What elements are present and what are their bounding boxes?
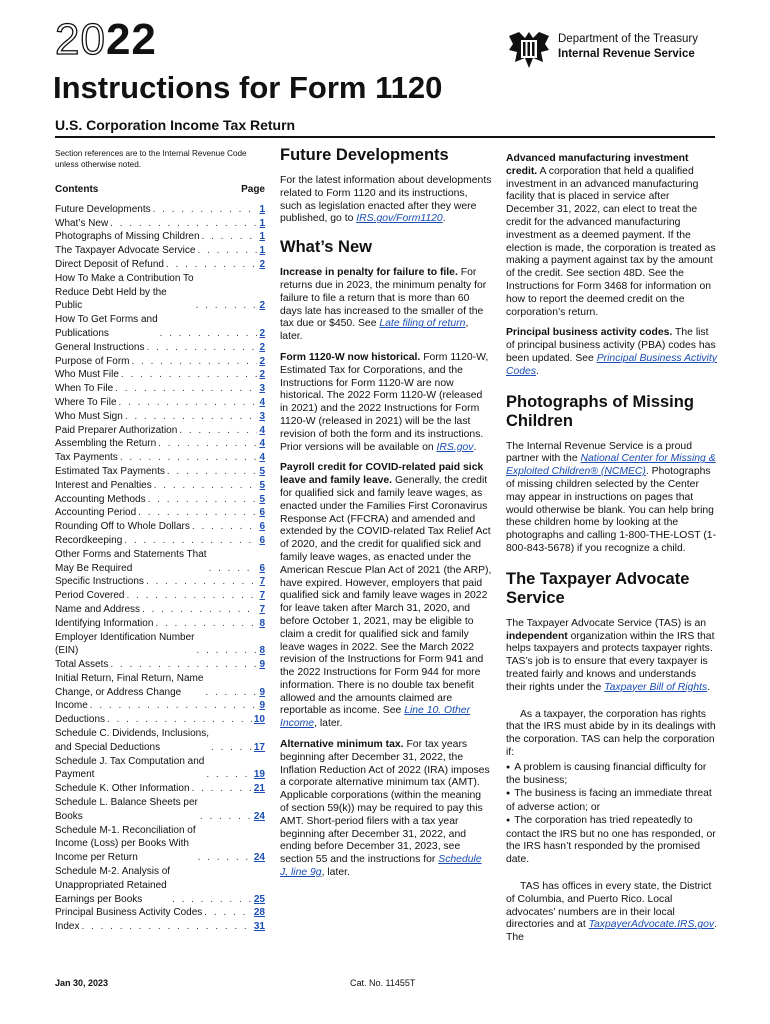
toc-page-link[interactable]: 5 (259, 479, 265, 491)
toc-leader-dots (197, 244, 257, 258)
toc-page-link[interactable]: 9 (259, 686, 265, 698)
paragraph-future: For the latest information about developments related to Form 1120 and its instructions, such as legislation enacted after they were published, go to IRS.gov/Form1120. (280, 175, 492, 225)
toc-leader-dots (205, 686, 257, 700)
toc-leader-dots (172, 893, 252, 907)
page-subtitle: U.S. Corporation Income Tax Return (55, 117, 296, 133)
toc-entry-label: Who Must Sign (55, 410, 123, 422)
heading-whats-new: What’s New (280, 238, 372, 257)
toc-leader-dots (142, 603, 257, 617)
toc-leader-dots (192, 520, 258, 534)
toc-page-link[interactable]: 1 (259, 231, 265, 243)
toc-entry-label: Total Assets (55, 659, 109, 671)
toc-page-link[interactable]: 1 (259, 245, 265, 257)
toc-leader-dots (211, 741, 252, 755)
paragraph-pba-codes: Principal business activity codes. The list of principal business activity (PBA) codes has been updated. See Principal Business Activity Codes. (506, 327, 718, 377)
toc-leader-dots (138, 506, 257, 520)
toc-page-link[interactable]: 31 (253, 921, 265, 933)
paragraph-penalty: Increase in penalty for failure to file. For returns due in 2023, the minimum penalty for failure to file a return that is more than 60 days late has increased to the smaller of the tax due or $450. See Late filing of return, later. (280, 267, 487, 343)
tax-year: 2022 (55, 15, 157, 64)
toc-page-link[interactable]: 1 (259, 203, 265, 215)
toc-list (55, 203, 265, 934)
header-divider (55, 136, 715, 138)
toc-leader-dots (126, 589, 257, 603)
toc-leader-dots (179, 424, 257, 438)
toc-entry[interactable] (55, 520, 265, 534)
toc-leader-dots (200, 810, 252, 824)
toc-entry[interactable] (55, 906, 265, 920)
paragraph-amt: Alternative minimum tax. For tax years beginning after December 31, 2022, the Inflation Reduction Act of 2022 (IRA) imposes a corporate alternative minimum tax (AMT). Applicable corporations (within the meaning of section 59(k)) may be required to pay this AMT. Short-period filers with a tax year beginning after December 31, 2022, and ending before December 31, 2023, see section 55 and the instructions for Schedule J, line 9g, later. (280, 739, 490, 879)
toc-entry[interactable] (55, 589, 265, 603)
toc-entry[interactable] (55, 672, 265, 700)
link-taxpayer-bill-of-rights[interactable]: Taxpayer Bill of Rights (604, 681, 708, 693)
toc-page-link[interactable]: 2 (259, 341, 265, 353)
toc-entry-label: Estimated Tax Payments (55, 465, 165, 477)
page-title: Instructions for Form 1120 (53, 70, 443, 105)
toc-page-link[interactable]: 9 (259, 659, 265, 671)
toc-leader-dots (107, 713, 252, 727)
toc-entry-label: Principal Business Activity Codes (55, 907, 203, 919)
toc-entry-label: Photographs of Missing Children (55, 231, 200, 243)
toc-leader-dots (204, 906, 252, 920)
toc-leader-dots (90, 699, 258, 713)
toc-leader-dots (192, 782, 252, 796)
toc-entry-label: General Instructions (55, 341, 145, 353)
toc-entry-label: Deductions (55, 714, 106, 726)
toc-leader-dots (206, 768, 252, 782)
toc-entry-label: Schedule M-1. Reconciliation of Income (Loss) per Books With Income per Return (55, 824, 196, 864)
toc-entry[interactable] (55, 617, 265, 631)
toc-entry[interactable] (55, 355, 265, 369)
link-other-income[interactable]: Line 10. Other Income (280, 705, 471, 730)
toc-page-link[interactable]: 6 (259, 521, 265, 533)
toc-entry-label: Specific Instructions (55, 576, 144, 588)
toc-entry-label: Schedule K. Other Information (55, 783, 190, 795)
toc-page-link[interactable]: 2 (259, 258, 265, 270)
toc-entry[interactable] (55, 575, 265, 589)
toc-entry[interactable] (55, 920, 265, 934)
paragraph-missing-children: The Internal Revenue Service is a proud partner with the National Center for Missing & Exploited Children® (NCMEC). Photographs of missing children selected by the Center may appear in instructions on pages that would otherwise be blank. You can help bring these children home by looking at the photographs and calling 1-800-THE-LOST (1-800-843-5678) if you recognize a child. (506, 440, 717, 554)
toc-leader-dots (115, 382, 257, 396)
toc-entry-label: Name and Address (55, 603, 141, 615)
toc-leader-dots (131, 355, 257, 369)
toc-page-link[interactable]: 4 (259, 452, 265, 464)
toc-page-link[interactable]: 4 (259, 396, 265, 408)
column-future-whatsnew (280, 146, 492, 888)
toc-entry-label: Future Developments (55, 203, 151, 215)
toc-entry[interactable] (55, 341, 265, 355)
toc-leader-dots (81, 920, 251, 934)
bullet-item: ● A problem is causing financial difficulty for the business; (506, 762, 718, 789)
toc-entry-label: Rounding Off to Whole Dollars (55, 521, 190, 533)
toc-entry-label: Recordkeeping (55, 534, 123, 546)
toc-entry-label: Identifying Information (55, 617, 154, 629)
paragraph-form-1120w: Form 1120-W now historical. Form 1120-W, Estimated Tax for Corporations, and the Instructions for Form 1120-W are now historical. The 2022 Form 1120-W (released in 2021) and the 2022 Instructions for Form 1120-W (released in 2021) will be the last revision of both the form and its instructions. Prior versions will be available on IRS.gov. (280, 351, 489, 453)
toc-entry-label: When To File (55, 383, 114, 395)
toc-entry[interactable] (55, 230, 265, 244)
link-taxpayer-advocate-site[interactable]: TaxpayerAdvocate.IRS.gov (588, 919, 715, 931)
toc-entry-label: Where To File (55, 396, 117, 408)
toc-page-link[interactable]: 3 (259, 383, 265, 395)
catalog-number: Cat. No. 11455T (350, 978, 416, 988)
toc-entry-label: Accounting Period (55, 507, 137, 519)
toc-entry[interactable] (55, 382, 265, 396)
toc-entry-label: Accounting Methods (55, 493, 146, 505)
toc-leader-dots (158, 437, 257, 451)
toc-page-link[interactable]: 7 (259, 576, 265, 588)
link-ncmec[interactable]: National Center for Missing & Exploited Children® (NCMEC) (506, 453, 716, 478)
paragraph-payroll-credit: Payroll credit for COVID-related paid sick leave and family leave. Generally, the credit for qualified sick and family leave wages, as enacted under the Families First Coronavirus Response Act (FFCRA) and amended and extended by the COVID-related Tax Relief Act of 2020, and the credit for qualified sick and family leave wages, as enacted under the American Rescue Plan Act of 2021 (the ARP), have expired. However, employers that paid qualified sick and family leave wages in 2022 for leave taken after March 31, 2020, and before October 1, 2021, may be eligible to claim a credit for qualified sick and family leave wages in 2022. See the March 2022 revision of the Instructions for Form 941 and the 2022 Instructions for Form 944 for more information. There is no double tax benefit allowed and the amounts claimed are reportable as income. See Line 10. Other Income, later. (280, 462, 492, 730)
toc-entry[interactable] (55, 824, 265, 865)
toc-entry[interactable] (55, 272, 265, 313)
toc-page-link[interactable]: 24 (253, 810, 265, 822)
toc-entry[interactable] (55, 244, 265, 258)
toc-leader-dots (121, 368, 258, 382)
toc-entry[interactable] (55, 479, 265, 493)
toc-page-link[interactable]: 28 (253, 907, 265, 919)
heading-future-developments: Future Developments (280, 146, 449, 164)
table-of-contents (55, 148, 265, 934)
heading-taxpayer-advocate: The Taxpayer Advocate Service (506, 569, 690, 607)
toc-entry[interactable] (55, 465, 265, 479)
toc-leader-dots (209, 562, 258, 576)
toc-leader-dots (154, 479, 258, 493)
toc-page-link[interactable]: 7 (259, 603, 265, 615)
toc-leader-dots (202, 230, 258, 244)
toc-entry-label: Who Must File (55, 369, 119, 381)
toc-leader-dots (196, 299, 258, 313)
toc-page-link[interactable]: 2 (259, 300, 265, 312)
toc-page-link[interactable]: 21 (253, 783, 265, 795)
toc-page-link[interactable]: 2 (259, 327, 265, 339)
toc-page-link[interactable]: 24 (253, 852, 265, 864)
toc-entry[interactable] (55, 451, 265, 465)
toc-entry-label: Purpose of Form (55, 355, 130, 367)
toc-entry-label: How To Get Forms and Publications (55, 314, 158, 339)
toc-entry-label: Schedule M-2. Analysis of Unappropriated Retained Earnings per Books (55, 866, 171, 905)
toc-page-link[interactable]: 6 (259, 507, 265, 519)
toc-page-link[interactable]: 6 (259, 534, 265, 546)
column-credits-tas (506, 153, 718, 953)
toc-entry-label: Schedule C. Dividends, Inclusions, and Special Deductions (55, 728, 209, 753)
toc-entry[interactable] (55, 368, 265, 382)
toc-entry[interactable] (55, 258, 265, 272)
toc-entry[interactable] (55, 424, 265, 438)
toc-page-link[interactable]: 17 (253, 741, 265, 753)
toc-page-link[interactable]: 8 (259, 617, 265, 629)
toc-entry[interactable] (55, 534, 265, 548)
toc-page-link[interactable]: 2 (259, 369, 265, 381)
toc-page-link[interactable]: 9 (259, 700, 265, 712)
irs-eagle-logo-icon (505, 28, 553, 72)
toc-leader-dots (124, 534, 257, 548)
toc-entry-label: Initial Return, Final Return, Name Change, or Address Change (55, 672, 204, 698)
toc-page-link[interactable]: 6 (259, 562, 265, 574)
toc-page-link[interactable]: 7 (259, 590, 265, 602)
bullet-item: ● The business is facing an immediate threat of adverse action; or (506, 788, 718, 815)
paragraph-tas-intro: The Taxpayer Advocate Service (TAS) is an independent organization within the IRS that helps taxpayers and protects taxpayer rights. TAS’s job is to ensure that every taxpayer is treated fairly and knows and understands their rights under the Taxpayer Bill of Rights. (506, 617, 715, 693)
toc-entry[interactable] (55, 217, 265, 231)
link-pba-codes[interactable]: Principal Business Activity Codes (506, 352, 718, 377)
link-late-filing[interactable]: Late filing of return (379, 318, 466, 330)
toc-entry[interactable] (55, 755, 265, 783)
toc-header: Contents Page (55, 184, 265, 195)
toc-entry[interactable] (55, 865, 265, 906)
toc-page-link[interactable]: 4 (259, 424, 265, 436)
toc-leader-dots (147, 341, 258, 355)
toc-entry[interactable] (55, 631, 265, 659)
toc-leader-dots (110, 217, 257, 231)
paragraph-advanced-manufacturing: Advanced manufacturing investment credit. A corporation that held a qualified investment in an advanced manufacturing facility that is placed in service after December 31, 2022, can elect to treat the credit for the advanced manufacturing investment as a deemed payment. If the election is made, the corporation is treated as making a payment against tax by the amount of the credit. See section 48D. See the Instructions for Form 3468 for information on how to report the deemed credit on the corporation’s return. (506, 153, 716, 318)
toc-page-link[interactable]: 8 (259, 645, 265, 657)
paragraph-tas-offices: TAS has offices in every state, the District of Columbia, and Puerto Rico. Local advocates’ numbers are in their local directories and at TaxpayerAdvocate.IRS.gov. The (506, 881, 718, 944)
link-irs-form1120[interactable]: IRS.gov/Form1120 (356, 213, 443, 225)
toc-entry-label: Schedule L. Balance Sheets per Books (55, 797, 198, 822)
toc-entry[interactable] (55, 313, 265, 341)
toc-entry-label: Tax Payments (55, 452, 118, 464)
toc-page-link[interactable]: 4 (259, 438, 265, 450)
publication-date: Jan 30, 2023 (55, 978, 109, 988)
toc-entry[interactable] (55, 713, 265, 727)
toc-leader-dots (166, 258, 257, 272)
toc-leader-dots (148, 493, 258, 507)
toc-entry-label: The Taxpayer Advocate Service (55, 245, 196, 257)
toc-page-link[interactable]: 2 (259, 355, 265, 367)
bullet-item: ● The corporation has tried repeatedly to contact the IRS but no one has responded, or the IRS hasn’t responded by the promised date. (506, 815, 718, 867)
toc-entry[interactable] (55, 410, 265, 424)
toc-leader-dots (155, 617, 257, 631)
toc-page-link[interactable]: 3 (259, 410, 265, 422)
toc-entry[interactable] (55, 493, 265, 507)
toc-page-link[interactable]: 19 (253, 769, 265, 781)
toc-page-link[interactable]: 25 (253, 893, 265, 905)
toc-entry-label: Assembling the Return (55, 438, 157, 450)
toc-leader-dots (153, 203, 258, 217)
toc-entry-label: Interest and Penalties (55, 479, 152, 491)
toc-entry[interactable] (55, 727, 265, 755)
toc-leader-dots (125, 410, 258, 424)
toc-leader-dots (146, 575, 258, 589)
toc-page-link[interactable]: 10 (253, 714, 265, 726)
toc-leader-dots (120, 451, 258, 465)
toc-leader-dots (198, 851, 252, 865)
toc-entry-label: What’s New (55, 217, 109, 229)
paragraph-tas-rights: As a taxpayer, the corporation has rights that the IRS must abide by in its dealings with the corporation. TAS can help the corporation if: (506, 708, 716, 758)
toc-leader-dots (110, 658, 257, 672)
toc-page-link[interactable]: 5 (259, 465, 265, 477)
section-reference-note: Section references are to the Internal Revenue Code unless otherwise noted. (55, 149, 247, 169)
toc-entry[interactable] (55, 437, 265, 451)
toc-page-link[interactable]: 5 (259, 493, 265, 505)
link-irs-gov[interactable]: IRS.gov (436, 441, 474, 453)
toc-entry-label: Direct Deposit of Refund (55, 258, 164, 270)
toc-leader-dots (167, 465, 258, 479)
toc-entry-label: Index (55, 921, 80, 933)
toc-entry[interactable] (55, 396, 265, 410)
toc-entry-label: How To Make a Contribution To Reduce Debt Held by the Public (55, 272, 194, 312)
toc-entry[interactable] (55, 699, 265, 713)
toc-leader-dots (197, 644, 258, 658)
toc-entry-label: Income (55, 700, 88, 712)
toc-entry-label: Schedule J. Tax Computation and Payment (55, 755, 205, 781)
toc-page-link[interactable]: 1 (259, 217, 265, 229)
toc-entry-label: Period Covered (55, 590, 125, 602)
toc-entry[interactable] (55, 603, 265, 617)
toc-entry[interactable] (55, 782, 265, 796)
toc-leader-dots (119, 396, 258, 410)
toc-entry[interactable] (55, 548, 265, 576)
toc-entry-label: Paid Preparer Authorization (55, 424, 178, 436)
link-schedule-j[interactable]: Schedule J, line 9g (280, 854, 482, 879)
toc-entry-label: Employer Identification Number (EIN) (55, 631, 195, 657)
toc-entry[interactable] (55, 506, 265, 520)
toc-entry[interactable] (55, 658, 265, 672)
toc-entry[interactable] (55, 203, 265, 217)
agency-name: Department of the Treasury Internal Revenue Service (558, 33, 698, 60)
toc-entry-label: Other Forms and Statements That May Be Required (55, 548, 207, 574)
toc-entry[interactable] (55, 796, 265, 824)
heading-missing-children: Photographs of Missing Children (506, 392, 694, 430)
toc-leader-dots (160, 327, 258, 341)
